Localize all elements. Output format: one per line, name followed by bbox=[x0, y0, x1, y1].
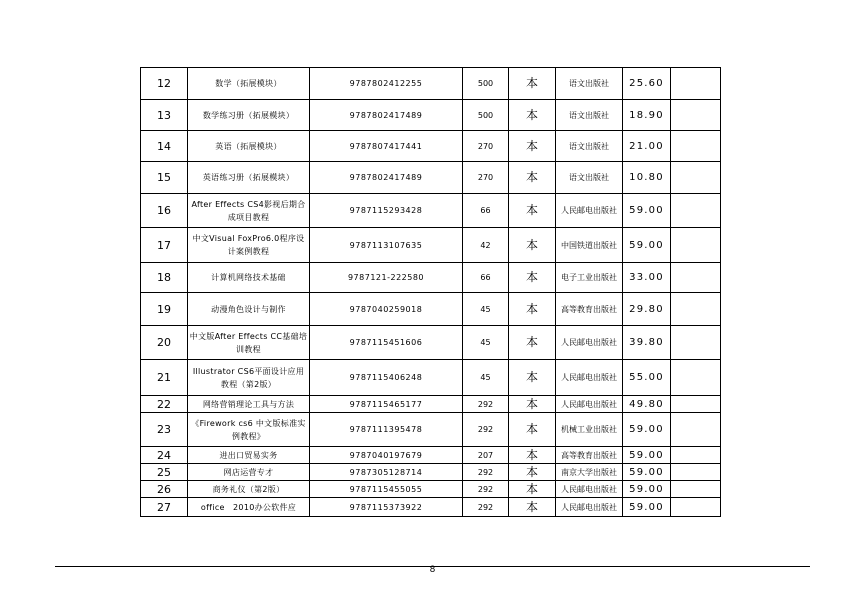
publisher-cell: 人民邮电出版社 bbox=[556, 360, 623, 396]
book-title-cell: 数学练习册（拓展模块） bbox=[188, 100, 310, 131]
quantity-cell: 66 bbox=[463, 194, 509, 228]
table-row bbox=[141, 100, 721, 131]
table-row bbox=[141, 396, 721, 413]
quantity-cell: 207 bbox=[463, 447, 509, 464]
remarks-cell bbox=[671, 263, 721, 293]
publisher-cell: 人民邮电出版社 bbox=[556, 481, 623, 498]
book-title-cell: 动漫角色设计与制作 bbox=[188, 293, 310, 326]
publisher-cell: 人民邮电出版社 bbox=[556, 498, 623, 517]
publisher-cell: 电子工业出版社 bbox=[556, 263, 623, 293]
isbn-cell: 9787115293428 bbox=[310, 194, 463, 228]
quantity-cell: 292 bbox=[463, 498, 509, 517]
remarks-cell bbox=[671, 481, 721, 498]
publisher-cell: 高等教育出版社 bbox=[556, 447, 623, 464]
remarks-cell bbox=[671, 498, 721, 517]
remarks-cell bbox=[671, 162, 721, 194]
row-number-cell: 27 bbox=[141, 498, 188, 517]
publisher-cell: 人民邮电出版社 bbox=[556, 326, 623, 360]
publisher-cell: 中国铁道出版社 bbox=[556, 228, 623, 263]
remarks-cell bbox=[671, 293, 721, 326]
row-number-cell: 14 bbox=[141, 131, 188, 162]
unit-cell: 本 bbox=[509, 100, 556, 131]
table-row bbox=[141, 162, 721, 194]
book-title-cell: 计算机网络技术基础 bbox=[188, 263, 310, 293]
unit-cell: 本 bbox=[509, 293, 556, 326]
book-title-cell: 网络营销理论工具与方法 bbox=[188, 396, 310, 413]
book-list-table bbox=[140, 67, 721, 517]
quantity-cell: 42 bbox=[463, 228, 509, 263]
table-row bbox=[141, 194, 721, 228]
remarks-cell bbox=[671, 131, 721, 162]
price-cell: 59.00 bbox=[623, 228, 671, 263]
row-number-cell: 22 bbox=[141, 396, 188, 413]
unit-cell: 本 bbox=[509, 396, 556, 413]
unit-cell: 本 bbox=[509, 263, 556, 293]
price-cell: 33.00 bbox=[623, 263, 671, 293]
isbn-cell: 9787807417441 bbox=[310, 131, 463, 162]
price-cell: 55.00 bbox=[623, 360, 671, 396]
row-number-cell: 18 bbox=[141, 263, 188, 293]
unit-cell: 本 bbox=[509, 194, 556, 228]
publisher-cell: 语文出版社 bbox=[556, 100, 623, 131]
table-row bbox=[141, 464, 721, 481]
unit-cell: 本 bbox=[509, 326, 556, 360]
remarks-cell bbox=[671, 194, 721, 228]
isbn-cell: 9787115406248 bbox=[310, 360, 463, 396]
unit-cell: 本 bbox=[509, 413, 556, 447]
isbn-cell: 9787305128714 bbox=[310, 464, 463, 481]
book-title-cell: 英语练习册（拓展模块） bbox=[188, 162, 310, 194]
isbn-cell: 9787802412255 bbox=[310, 68, 463, 100]
price-cell: 59.00 bbox=[623, 481, 671, 498]
publisher-cell: 语文出版社 bbox=[556, 68, 623, 100]
quantity-cell: 270 bbox=[463, 162, 509, 194]
row-number-cell: 21 bbox=[141, 360, 188, 396]
remarks-cell bbox=[671, 326, 721, 360]
book-title-cell: office 2010办公软件应 bbox=[188, 498, 310, 517]
table-row bbox=[141, 447, 721, 464]
isbn-cell: 9787111395478 bbox=[310, 413, 463, 447]
quantity-cell: 500 bbox=[463, 68, 509, 100]
remarks-cell bbox=[671, 447, 721, 464]
unit-cell: 本 bbox=[509, 464, 556, 481]
table-row bbox=[141, 498, 721, 517]
remarks-cell bbox=[671, 228, 721, 263]
remarks-cell bbox=[671, 100, 721, 131]
row-number-cell: 26 bbox=[141, 481, 188, 498]
row-number-cell: 17 bbox=[141, 228, 188, 263]
quantity-cell: 66 bbox=[463, 263, 509, 293]
book-title-cell: 商务礼仪（第2版） bbox=[188, 481, 310, 498]
unit-cell: 本 bbox=[509, 481, 556, 498]
isbn-cell: 9787115373922 bbox=[310, 498, 463, 517]
price-cell: 25.60 bbox=[623, 68, 671, 100]
publisher-cell: 语文出版社 bbox=[556, 131, 623, 162]
page-number: 8 bbox=[429, 565, 436, 575]
row-number-cell: 19 bbox=[141, 293, 188, 326]
publisher-cell: 机械工业出版社 bbox=[556, 413, 623, 447]
unit-cell: 本 bbox=[509, 360, 556, 396]
quantity-cell: 45 bbox=[463, 293, 509, 326]
table-row bbox=[141, 263, 721, 293]
book-title-cell: 中文版After Effects CC基础培训教程 bbox=[188, 326, 310, 360]
book-title-cell: 中文Visual FoxPro6.0程序设计案例教程 bbox=[188, 228, 310, 263]
row-number-cell: 15 bbox=[141, 162, 188, 194]
row-number-cell: 25 bbox=[141, 464, 188, 481]
price-cell: 21.00 bbox=[623, 131, 671, 162]
isbn-cell: 9787115465177 bbox=[310, 396, 463, 413]
book-title-cell: Illustrator CS6平面设计应用教程（第2版） bbox=[188, 360, 310, 396]
quantity-cell: 292 bbox=[463, 413, 509, 447]
price-cell: 18.90 bbox=[623, 100, 671, 131]
price-cell: 10.80 bbox=[623, 162, 671, 194]
price-cell: 59.00 bbox=[623, 413, 671, 447]
table-row bbox=[141, 293, 721, 326]
price-cell: 59.00 bbox=[623, 464, 671, 481]
isbn-cell: 9787802417489 bbox=[310, 100, 463, 131]
quantity-cell: 292 bbox=[463, 396, 509, 413]
publisher-cell: 人民邮电出版社 bbox=[556, 396, 623, 413]
publisher-cell: 高等教育出版社 bbox=[556, 293, 623, 326]
isbn-cell: 9787115455055 bbox=[310, 481, 463, 498]
table-row bbox=[141, 326, 721, 360]
unit-cell: 本 bbox=[509, 68, 556, 100]
book-title-cell: 《Firework cs6 中文版标准实例教程》 bbox=[188, 413, 310, 447]
price-cell: 39.80 bbox=[623, 326, 671, 360]
row-number-cell: 20 bbox=[141, 326, 188, 360]
book-title-cell: 进出口贸易实务 bbox=[188, 447, 310, 464]
price-cell: 49.80 bbox=[623, 396, 671, 413]
row-number-cell: 13 bbox=[141, 100, 188, 131]
remarks-cell bbox=[671, 396, 721, 413]
row-number-cell: 23 bbox=[141, 413, 188, 447]
book-title-cell: 数学（拓展模块） bbox=[188, 68, 310, 100]
unit-cell: 本 bbox=[509, 498, 556, 517]
price-cell: 59.00 bbox=[623, 447, 671, 464]
row-number-cell: 16 bbox=[141, 194, 188, 228]
quantity-cell: 270 bbox=[463, 131, 509, 162]
table-row bbox=[141, 131, 721, 162]
isbn-cell: 9787040259018 bbox=[310, 293, 463, 326]
price-cell: 59.00 bbox=[623, 498, 671, 517]
remarks-cell bbox=[671, 360, 721, 396]
table-row bbox=[141, 481, 721, 498]
unit-cell: 本 bbox=[509, 131, 556, 162]
quantity-cell: 292 bbox=[463, 464, 509, 481]
quantity-cell: 45 bbox=[463, 326, 509, 360]
book-title-cell: 英语（拓展模块） bbox=[188, 131, 310, 162]
isbn-cell: 9787121-222580 bbox=[310, 263, 463, 293]
isbn-cell: 9787040197679 bbox=[310, 447, 463, 464]
table-row bbox=[141, 68, 721, 100]
price-cell: 59.00 bbox=[623, 194, 671, 228]
table-row bbox=[141, 228, 721, 263]
isbn-cell: 9787802417489 bbox=[310, 162, 463, 194]
quantity-cell: 292 bbox=[463, 481, 509, 498]
isbn-cell: 9787115451606 bbox=[310, 326, 463, 360]
remarks-cell bbox=[671, 413, 721, 447]
quantity-cell: 45 bbox=[463, 360, 509, 396]
row-number-cell: 24 bbox=[141, 447, 188, 464]
table-row bbox=[141, 413, 721, 447]
remarks-cell bbox=[671, 68, 721, 100]
row-number-cell: 12 bbox=[141, 68, 188, 100]
book-title-cell: 网店运营专才 bbox=[188, 464, 310, 481]
publisher-cell: 南京大学出版社 bbox=[556, 464, 623, 481]
publisher-cell: 语文出版社 bbox=[556, 162, 623, 194]
price-cell: 29.80 bbox=[623, 293, 671, 326]
book-title-cell: After Effects CS4影视后期合成项目教程 bbox=[188, 194, 310, 228]
remarks-cell bbox=[671, 464, 721, 481]
isbn-cell: 9787113107635 bbox=[310, 228, 463, 263]
publisher-cell: 人民邮电出版社 bbox=[556, 194, 623, 228]
unit-cell: 本 bbox=[509, 162, 556, 194]
quantity-cell: 500 bbox=[463, 100, 509, 131]
unit-cell: 本 bbox=[509, 447, 556, 464]
unit-cell: 本 bbox=[509, 228, 556, 263]
table-row bbox=[141, 360, 721, 396]
